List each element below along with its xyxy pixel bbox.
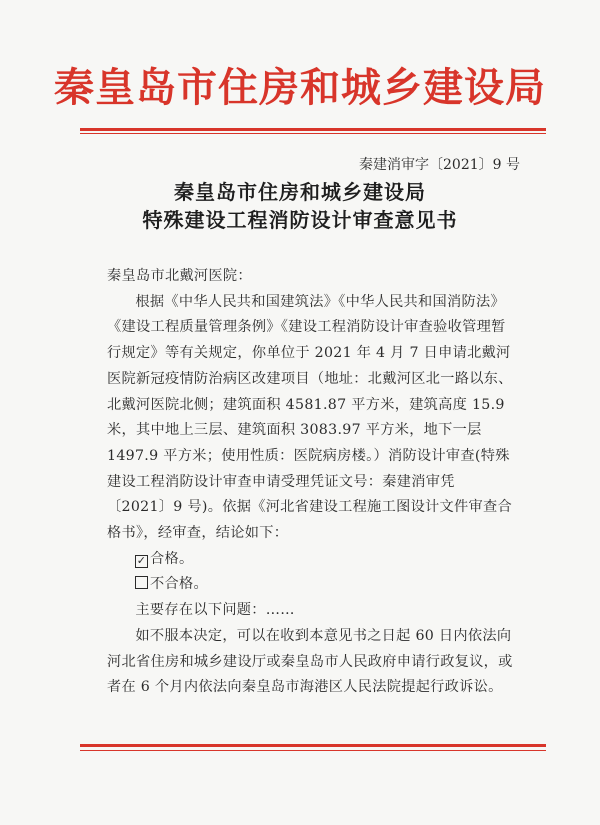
appeal-paragraph: 如不服本决定，可以在收到本意见书之日起 60 日内依法向河北省住房和城乡建设厅或秦皇岛市人民政府申请行政复议，或者在 6 个月内依法向秦皇岛市海港区人民法院提起行政诉讼。 (107, 627, 513, 696)
document-title-org: 秦皇岛市住房和城乡建设局 (174, 180, 426, 204)
document-title: 特殊建设工程消防设计审查意见书 (142, 208, 458, 232)
footer-rule-thick (80, 744, 546, 747)
footer-rule-thin (80, 750, 546, 751)
option-pass-label: 合格。 (150, 550, 194, 567)
document-number: 秦建消审字〔2021〕9 号 (359, 157, 520, 173)
letterhead-rule-thin (80, 133, 546, 134)
option-fail-label: 不合格。 (150, 576, 208, 593)
main-paragraph: 根据《中华人民共和国建筑法》《中华人民共和国消防法》《建设工程质量管理条例》《建设工程消防设计审查验收管理暂行规定》等有关规定，你单位于 2021 年 4 月 7 日申请北戴河医院新冠疫情防治病区改建项目（地址：北戴河区北一路以东、北戴河医院北侧；建筑面积 4581.87 平方米，建筑高度 15.9 米，其中地上三层、建筑面积 3083.97 平方米，地下一层 1497.9 平方米；使用性质：医院病房楼。）消防设计审查(特殊建设工程消防设计审查申请受理凭证文号：秦建消审凭〔2021〕9 号)。依据《河北省建设工程施工图设计文件审查合格书》，经审查，结论如下： (107, 293, 513, 542)
addressee: 秦皇岛市北戴河医院： (107, 268, 252, 284)
option-fail (107, 572, 513, 598)
unchecked-box-icon (135, 576, 148, 589)
letterhead-rule-thick (80, 128, 546, 131)
checked-box-icon: ✓ (136, 553, 147, 567)
issues-line: 主要存在以下问题：…… (135, 602, 295, 619)
letterhead-org-name: 秦皇岛市住房和城乡建设局 (54, 64, 546, 111)
option-pass (107, 547, 513, 573)
document-body (107, 264, 513, 701)
